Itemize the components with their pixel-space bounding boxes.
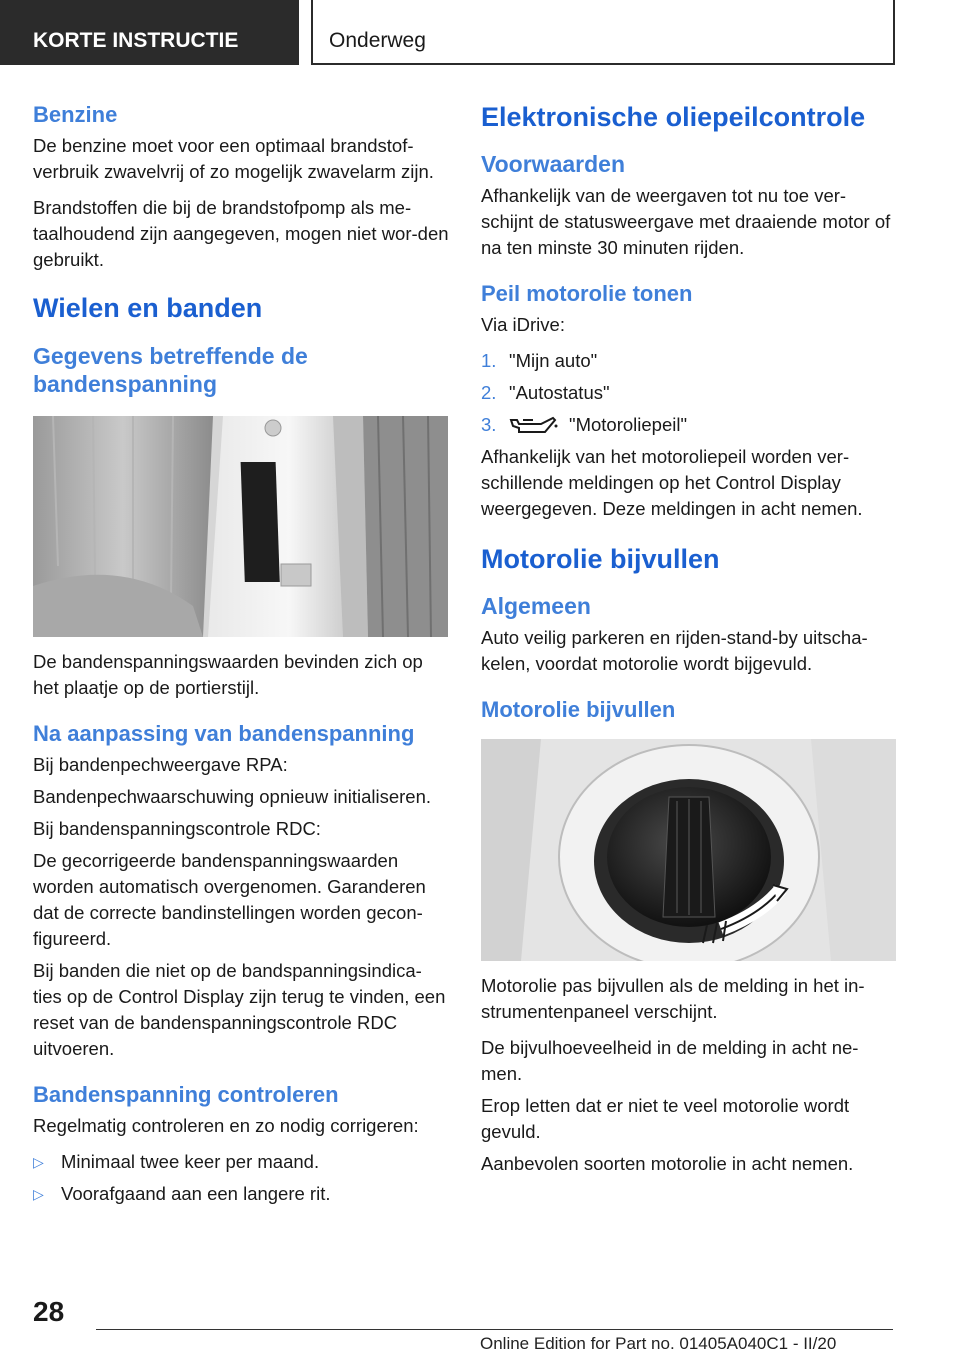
- refill-sub-heading: Motorolie bijvullen: [481, 697, 676, 722]
- step-number: 1.: [481, 350, 497, 371]
- edition-note: Online Edition for Part no. 01405A040C1 - II/20: [480, 1334, 837, 1353]
- door-pillar-photo: [33, 416, 448, 637]
- after-adjust-heading: Na aanpassing van bandenspanning: [33, 721, 415, 746]
- check-heading: Bandenspanning controleren: [33, 1082, 339, 1107]
- after-paragraph-5: Bij banden die niet op de bandspanningsindica-ties op de Control Display zijn terug te vinden, een reset van de bandenspanningscontrole RDC uitvoeren.: [33, 960, 446, 1059]
- step-text: "Autostatus": [509, 382, 610, 403]
- oil-filler-illustration: [481, 739, 896, 961]
- show-level-heading: Peil motorolie tonen: [481, 281, 693, 306]
- pressure-data-heading: Gegevens betreffende de bandenspanning: [33, 343, 308, 397]
- list-item-text: Voorafgaand aan een langere rit.: [61, 1183, 331, 1204]
- triangle-bullet-icon: ▷: [33, 1154, 44, 1170]
- list-item: [481, 348, 897, 374]
- list-item: [481, 380, 897, 406]
- after-paragraph-3: Bij bandenspanningscontrole RDC:: [33, 818, 321, 839]
- refill-heading: Motorolie bijvullen: [481, 544, 720, 574]
- step-text: "Mijn auto": [509, 350, 598, 371]
- oil-filler-photo: [481, 739, 896, 961]
- section-tab: KORTE INSTRUCTIE: [0, 0, 299, 65]
- right-column: [481, 98, 897, 1177]
- show-level-paragraph: Via iDrive:: [481, 314, 565, 335]
- step-number: 2.: [481, 382, 497, 403]
- after-paragraph-2: Bandenpechwaarschuwing opnieuw initialiseren.: [33, 786, 432, 807]
- refill-caption: Motorolie pas bijvullen als de melding in het in-strumentenpaneel verschijnt.: [481, 975, 865, 1022]
- after-paragraph-1: Bij bandenpechweergave RPA:: [33, 754, 288, 775]
- general-heading: Algemeen: [481, 593, 591, 619]
- footer-divider: [96, 1329, 893, 1330]
- benzine-paragraph-2: Brandstoffen die bij de brandstofpomp als me-taalhoudend zijn aangegeven, mogen niet wor-den gebruikt.: [33, 197, 449, 270]
- refill-paragraph-4: Aanbevolen soorten motorolie in acht nemen.: [481, 1153, 854, 1174]
- left-column: [33, 98, 449, 1207]
- list-item: [481, 412, 897, 438]
- door-pillar-illustration: [33, 416, 448, 637]
- chapter-tab: Onderweg: [311, 0, 895, 65]
- after-paragraph-4: De gecorrigeerde bandenspanningswaarden worden automatisch overgenomen. Garanderen dat de correcte bandinstellingen worden gecon-figureerd.: [33, 850, 426, 949]
- list-item: [33, 1149, 449, 1175]
- triangle-bullet-icon: ▷: [33, 1186, 44, 1202]
- conditions-paragraph: Afhankelijk van de weergaven tot nu toe ver-schijnt de statusweergave met draaiende motor of na ten minste 30 minuten rijden.: [481, 185, 891, 258]
- wheels-heading: Wielen en banden: [33, 293, 263, 323]
- step-text: "Motoroliepeil": [569, 414, 688, 435]
- step-number: 3.: [481, 414, 497, 435]
- benzine-paragraph-1: De benzine moet voor een optimaal brandstof-verbruik zwavelvrij of zo mogelijk zwavelarm zijn.: [33, 135, 434, 182]
- list-item-text: Minimaal twee keer per maand.: [61, 1151, 320, 1172]
- list-item: [33, 1181, 449, 1207]
- check-paragraph: Regelmatig controleren en zo nodig corrigeren:: [33, 1115, 419, 1136]
- benzine-heading: Benzine: [33, 102, 118, 127]
- pressure-caption: De bandenspanningswaarden bevinden zich op het plaatje op de portierstijl.: [33, 651, 423, 698]
- oil-can-icon: [509, 414, 559, 436]
- show-level-paragraph-2: Afhankelijk van het motoroliepeil worden ver-schillende meldingen op het Control Display weergegeven. Deze meldingen in acht nemen.: [481, 446, 863, 519]
- page-number: 28: [33, 1296, 65, 1327]
- general-paragraph: Auto veilig parkeren en rijden-stand-by uitscha-kelen, voordat motorolie wordt bijgevuld.: [481, 627, 868, 674]
- refill-paragraph-2: De bijvulhoeveelheid in de melding in acht ne-men.: [481, 1037, 859, 1084]
- conditions-heading: Voorwaarden: [481, 151, 625, 177]
- oil-check-heading: Elektronische oliepeilcontrole: [481, 102, 866, 132]
- refill-paragraph-3: Erop letten dat er niet te veel motorolie wordt gevuld.: [481, 1095, 850, 1142]
